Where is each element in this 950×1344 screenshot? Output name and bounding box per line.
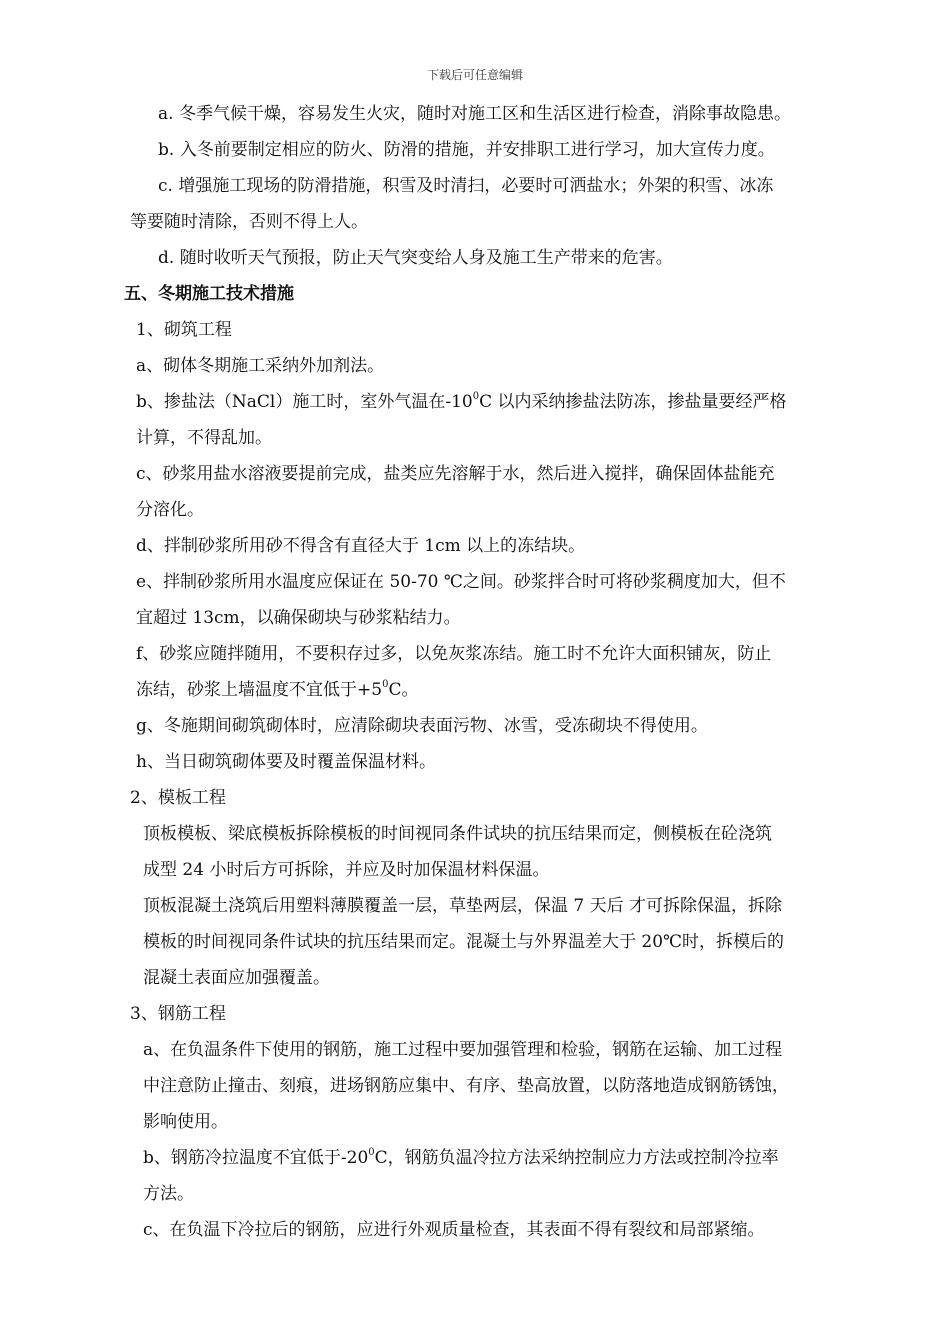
masonry-item-b-continued xyxy=(0,420,950,456)
formwork-paragraph-2-line-2 xyxy=(0,924,950,960)
subheading-formwork xyxy=(0,780,950,816)
masonry-item-b xyxy=(0,384,950,420)
text-line: b、掺盐法（NaCl）施工时，室外气温在-10 xyxy=(136,392,473,412)
text-line: C，钢筋负温冷拉方法采纳控制应力方法或控制冷拉率 xyxy=(374,1148,779,1168)
text-line: b. 入冬前要制定相应的防火、防滑的措施，并安排职工进行学习，加大宣传力度。 xyxy=(158,140,775,160)
rebar-item-a xyxy=(0,1032,950,1068)
masonry-item-g xyxy=(0,708,950,744)
page-header: 下载后可任意编辑 xyxy=(426,68,523,82)
masonry-item-c xyxy=(0,456,950,492)
text-line: 影响使用。 xyxy=(143,1112,228,1132)
rebar-item-c xyxy=(0,1212,950,1248)
document-body xyxy=(0,96,950,1248)
text-line: c. 增强施工现场的防滑措施，积雪及时清扫，必要时可洒盐水；外架的积雪、冰冻 xyxy=(158,176,774,196)
masonry-item-h xyxy=(0,744,950,780)
text-line: d. 随时收听天气预报，防止天气突变给人身及施工生产带来的危害。 xyxy=(158,248,673,268)
text-line: h、当日砌筑砌体要及时覆盖保温材料。 xyxy=(136,752,436,772)
text-line: 方法。 xyxy=(143,1184,194,1204)
text-line: 3、钢筋工程 xyxy=(130,1004,226,1024)
superscript: 0 xyxy=(382,679,389,691)
masonry-item-e-continued xyxy=(0,600,950,636)
formwork-paragraph-2 xyxy=(0,888,950,924)
formwork-paragraph-1-continued xyxy=(0,852,950,888)
text-line: d、拌制砂浆所用砂不得含有直径大于 1cm 以上的冻结块。 xyxy=(136,536,586,556)
text-line: 模板的时间视同条件试块的抗压结果而定。混凝土与外界温差大于 20℃时，拆模后的 xyxy=(143,932,785,952)
rebar-item-a-line-3 xyxy=(0,1104,950,1140)
text-line: 宜超过 13cm，以确保砌块与砂浆粘结力。 xyxy=(136,608,461,628)
text-line: 2、模板工程 xyxy=(130,788,226,808)
text-line: a、砌体冬期施工采纳外加剂法。 xyxy=(136,356,385,376)
text-line: 分溶化。 xyxy=(136,500,204,520)
text-line: 1、砌筑工程 xyxy=(136,320,232,340)
formwork-paragraph-2-line-3 xyxy=(0,960,950,996)
text-line: 混凝土表面应加强覆盖。 xyxy=(143,968,330,988)
superscript: 0 xyxy=(472,391,480,403)
text-line: C。 xyxy=(388,680,419,700)
paragraph-c-continued xyxy=(0,204,950,240)
text-line: f、砂浆应随拌随用，不要积存过多，以免灰浆冻结。施工时不允许大面积铺灰，防止 xyxy=(136,644,772,664)
text-line: e、拌制砂浆所用水温度应保证在 50-70 ℃之间。砂浆拌合时可将砂浆稠度加大，但不 xyxy=(136,572,786,592)
text-line: g、冬施期间砌筑砌体时，应清除砌块表面污物、冰雪，受冻砌块不得使用。 xyxy=(136,716,708,736)
formwork-paragraph-1 xyxy=(0,816,950,852)
heading-text: 五、冬期施工技术措施 xyxy=(124,284,294,304)
masonry-item-d xyxy=(0,528,950,564)
text-line: c、砂浆用盐水溶液要提前完成，盐类应先溶解于水，然后进入搅拌，确保固体盐能充 xyxy=(136,464,775,484)
text-line: 顶板模板、梁底模板拆除模板的时间视同条件试块的抗压结果而定，侧模板在砼浇筑 xyxy=(143,824,772,844)
superscript: 0 xyxy=(368,1147,375,1159)
paragraph-b-training xyxy=(0,132,950,168)
text-line: a、在负温条件下使用的钢筋，施工过程中要加强管理和检验，钢筋在运输、加工过程 xyxy=(143,1040,783,1060)
text-line: 计算，不得乱加。 xyxy=(136,428,272,448)
subheading-masonry xyxy=(0,312,950,348)
text-line: b、钢筋冷拉温度不宜低于-20 xyxy=(143,1148,369,1168)
rebar-item-a-line-2 xyxy=(0,1068,950,1104)
masonry-item-e xyxy=(0,564,950,600)
text-line: 成型 24 小时后方可拆除，并应及时加保温材料保温。 xyxy=(143,860,550,880)
rebar-item-b-continued xyxy=(0,1176,950,1212)
paragraph-a-fire xyxy=(0,96,950,132)
masonry-item-c-continued xyxy=(0,492,950,528)
text-line: a. 冬季气候干燥，容易发生火灾，随时对施工区和生活区进行检查，消除事故隐患。 xyxy=(158,104,791,124)
masonry-item-a xyxy=(0,348,950,384)
text-line: c、在负温下冷拉后的钢筋，应进行外观质量检查，其表面不得有裂纹和局部紧缩。 xyxy=(143,1220,765,1240)
section-heading-5 xyxy=(0,276,950,312)
text-line: 等要随时清除，否则不得上人。 xyxy=(130,212,368,232)
rebar-item-b xyxy=(0,1140,950,1176)
text-line: C 以内采纳掺盐法防冻，掺盐量要经严格 xyxy=(479,392,787,412)
text-line: 顶板混凝土浇筑后用塑料薄膜覆盖一层，草垫两层，保温 7 天后 才可拆除保温，拆除 xyxy=(143,896,783,916)
subheading-rebar xyxy=(0,996,950,1032)
paragraph-c-antislip xyxy=(0,168,950,204)
text-line: 中注意防止撞击、刻痕，进场钢筋应集中、有序、垫高放置，以防落地造成钢筋锈蚀， xyxy=(143,1076,789,1096)
paragraph-d-weather xyxy=(0,240,950,276)
masonry-item-f xyxy=(0,636,950,672)
masonry-item-f-continued xyxy=(0,672,950,708)
text-line: 冻结，砂浆上墙温度不宜低于+5 xyxy=(136,680,383,700)
